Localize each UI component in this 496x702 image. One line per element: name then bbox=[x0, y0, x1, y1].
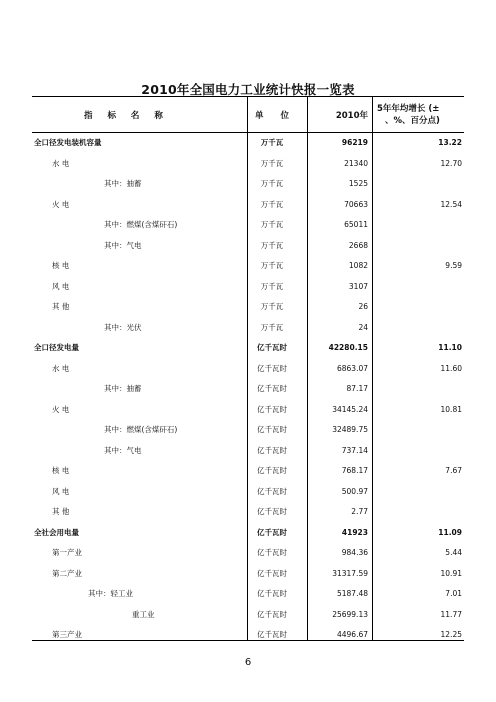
row-name: 风 电 bbox=[52, 281, 70, 291]
row-value: 5187.48 bbox=[336, 589, 368, 598]
row-growth: 12.54 bbox=[440, 199, 462, 209]
row-name: 其中：燃煤(含煤矸石) bbox=[104, 220, 178, 229]
statistics-table bbox=[32, 96, 464, 646]
row-unit: 亿千瓦时 bbox=[257, 507, 287, 516]
row-growth: 9.59 bbox=[445, 261, 462, 270]
row-value: 24 bbox=[358, 322, 368, 332]
row-growth bbox=[377, 441, 462, 462]
row-name: 核 电 bbox=[52, 466, 70, 475]
row-value: 1082 bbox=[348, 261, 368, 270]
row-growth: 10.91 bbox=[440, 568, 462, 578]
row-unit: 亿千瓦时 bbox=[257, 445, 287, 455]
page-number: 6 bbox=[244, 657, 252, 668]
row-unit: 万千瓦 bbox=[260, 179, 284, 188]
row-value: 21340 bbox=[344, 158, 368, 168]
row-value: 500.97 bbox=[341, 486, 368, 496]
row-value: 768.17 bbox=[341, 466, 368, 475]
row-name: 全口径发电装机容量 bbox=[34, 138, 102, 147]
row-value: 65011 bbox=[344, 220, 368, 229]
row-growth bbox=[377, 318, 462, 339]
row-name: 其中：燃煤(含煤矸石) bbox=[104, 425, 178, 434]
row-name: 重工业 bbox=[132, 609, 155, 619]
table-row bbox=[32, 441, 464, 462]
table-row bbox=[32, 338, 464, 359]
header-growth-line2: 、%、百分点) bbox=[385, 115, 440, 126]
row-unit: 亿千瓦时 bbox=[257, 363, 287, 373]
row-value: 2668 bbox=[348, 240, 368, 250]
row-growth bbox=[377, 379, 462, 400]
row-growth bbox=[377, 215, 462, 236]
table-row bbox=[32, 174, 464, 195]
table-bottom-border bbox=[32, 640, 464, 641]
table-row bbox=[32, 277, 464, 298]
table-row bbox=[32, 564, 464, 585]
row-growth: 7.67 bbox=[445, 466, 462, 475]
row-growth: 13.22 bbox=[438, 138, 462, 147]
row-growth bbox=[377, 236, 462, 257]
header-indicator: 指 标 名 称 bbox=[84, 110, 163, 121]
header-year: 2010年 bbox=[335, 110, 368, 121]
row-value: 42280.15 bbox=[328, 343, 368, 352]
row-name: 其 他 bbox=[52, 507, 70, 516]
row-unit: 亿千瓦时 bbox=[257, 486, 287, 496]
table-body bbox=[32, 133, 464, 646]
row-growth bbox=[377, 482, 462, 503]
row-growth bbox=[377, 502, 462, 523]
row-growth bbox=[377, 420, 462, 441]
row-growth: 5.44 bbox=[445, 548, 462, 557]
table-header bbox=[32, 96, 464, 133]
row-value: 96219 bbox=[341, 138, 368, 147]
row-value: 4496.67 bbox=[336, 630, 368, 639]
row-growth: 11.77 bbox=[440, 609, 462, 619]
row-value: 6863.07 bbox=[336, 363, 368, 373]
table-row bbox=[32, 133, 464, 154]
table-row bbox=[32, 154, 464, 175]
table-row bbox=[32, 584, 464, 605]
row-growth bbox=[377, 277, 462, 298]
row-name: 第一产业 bbox=[52, 548, 82, 557]
row-unit: 万千瓦 bbox=[260, 240, 284, 250]
row-name: 核 电 bbox=[52, 261, 70, 270]
row-value: 41923 bbox=[341, 527, 368, 537]
row-name: 第三产业 bbox=[52, 630, 82, 639]
row-value: 70663 bbox=[344, 199, 368, 209]
row-value: 2.77 bbox=[351, 507, 368, 516]
row-growth: 11.09 bbox=[438, 527, 462, 537]
row-value: 31317.59 bbox=[332, 568, 368, 578]
row-value: 737.14 bbox=[341, 445, 368, 455]
row-value: 25699.13 bbox=[332, 609, 368, 619]
row-name: 其中：气电 bbox=[104, 445, 142, 455]
row-name: 其中：气电 bbox=[104, 240, 142, 250]
row-unit: 万千瓦 bbox=[260, 220, 284, 229]
table-row bbox=[32, 543, 464, 564]
row-value: 1525 bbox=[348, 179, 368, 188]
row-growth: 10.81 bbox=[440, 404, 462, 414]
row-value: 34145.24 bbox=[332, 404, 368, 414]
row-value: 26 bbox=[358, 302, 368, 311]
row-growth: 7.01 bbox=[445, 589, 462, 598]
row-name: 其中：抽蓄 bbox=[104, 179, 142, 188]
row-value: 3107 bbox=[348, 281, 368, 291]
table-row bbox=[32, 461, 464, 482]
row-unit: 亿千瓦时 bbox=[257, 548, 287, 557]
row-unit: 亿千瓦时 bbox=[257, 343, 287, 352]
row-unit: 万千瓦 bbox=[260, 302, 284, 311]
row-growth: 12.25 bbox=[440, 630, 462, 639]
row-unit: 亿千瓦时 bbox=[257, 630, 287, 639]
table-row bbox=[32, 236, 464, 257]
row-unit: 万千瓦 bbox=[260, 281, 284, 291]
header-growth bbox=[377, 97, 464, 132]
table-row bbox=[32, 523, 464, 544]
row-unit: 亿千瓦时 bbox=[257, 568, 287, 578]
row-name: 全社会用电量 bbox=[34, 527, 79, 537]
row-name: 风 电 bbox=[52, 486, 70, 496]
row-growth bbox=[377, 174, 462, 195]
table-row bbox=[32, 215, 464, 236]
table-row bbox=[32, 256, 464, 277]
row-unit: 万千瓦 bbox=[260, 199, 284, 209]
row-unit: 万千瓦 bbox=[260, 261, 284, 270]
row-name: 全口径发电量 bbox=[34, 343, 79, 352]
table-title: 2010年全国电力工业统计快报一览表 bbox=[141, 82, 355, 97]
table-row bbox=[32, 482, 464, 503]
row-growth bbox=[377, 297, 462, 318]
table-row bbox=[32, 625, 464, 646]
row-unit: 亿千瓦时 bbox=[257, 466, 287, 475]
table-row bbox=[32, 379, 464, 400]
row-name: 火 电 bbox=[52, 199, 70, 209]
row-name: 火 电 bbox=[52, 404, 70, 414]
table-row bbox=[32, 420, 464, 441]
row-growth: 11.10 bbox=[438, 343, 462, 352]
header-growth-line1: 5年年均增长 (± bbox=[377, 103, 440, 114]
row-value: 32489.75 bbox=[332, 425, 368, 434]
header-unit: 单 位 bbox=[255, 110, 289, 121]
table-row bbox=[32, 400, 464, 421]
row-unit: 亿千瓦时 bbox=[257, 425, 287, 434]
row-name: 其中：抽蓄 bbox=[104, 384, 142, 393]
row-name: 其 他 bbox=[52, 302, 70, 311]
row-name: 水 电 bbox=[52, 158, 70, 168]
row-unit: 万千瓦 bbox=[260, 322, 284, 332]
row-value: 984.36 bbox=[341, 548, 368, 557]
row-unit: 亿千瓦时 bbox=[257, 527, 287, 537]
row-name: 其中：光伏 bbox=[104, 322, 142, 332]
row-unit: 亿千瓦时 bbox=[257, 609, 287, 619]
table-row bbox=[32, 502, 464, 523]
row-value: 87.17 bbox=[346, 384, 368, 393]
table-row bbox=[32, 297, 464, 318]
table-row bbox=[32, 318, 464, 339]
row-growth: 11.60 bbox=[440, 363, 462, 373]
row-unit: 亿千瓦时 bbox=[257, 404, 287, 414]
row-unit: 亿千瓦时 bbox=[257, 384, 287, 393]
table-row bbox=[32, 359, 464, 380]
row-name: 第二产业 bbox=[52, 568, 82, 578]
table-row bbox=[32, 605, 464, 626]
row-name: 其中：轻工业 bbox=[88, 589, 133, 598]
row-unit: 万千瓦 bbox=[260, 138, 284, 147]
row-unit: 亿千瓦时 bbox=[257, 589, 287, 598]
row-growth: 12.70 bbox=[440, 158, 462, 168]
row-name: 水 电 bbox=[52, 363, 70, 373]
table-row bbox=[32, 195, 464, 216]
row-unit: 万千瓦 bbox=[260, 158, 284, 168]
